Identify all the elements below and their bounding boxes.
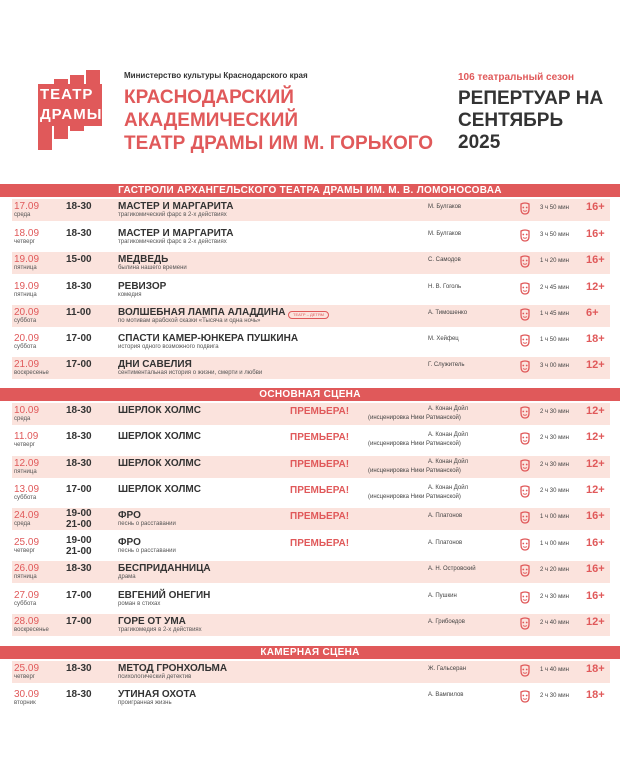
theatre-name (124, 86, 444, 155)
age-rating: 12+ (586, 431, 605, 443)
performance-title: ШЕРЛОК ХОЛМС (118, 484, 201, 495)
performance-subtitle: роман в стихах (118, 601, 161, 607)
age-rating: 18+ (586, 333, 605, 345)
performance-duration: 2 ч 30 мин (540, 435, 569, 441)
schedule-row[interactable] (12, 331, 610, 353)
kids-badge: ТЕАТР – ДЕТЯМ (288, 311, 329, 319)
theatre-mask-icon (518, 664, 532, 678)
performance-duration: 2 ч 30 мин (540, 462, 569, 468)
performance-time-2: 21-00 (66, 546, 92, 557)
age-rating: 16+ (586, 228, 605, 240)
theatre-mask-icon (518, 511, 532, 525)
schedule-row[interactable] (12, 535, 610, 557)
author-name: С. Самодов (428, 257, 461, 263)
performance-weekday: среда (14, 212, 31, 218)
performance-time (66, 616, 92, 627)
performance-title: МЕДВЕДЬ (118, 254, 169, 265)
performance-time-1: 18-30 (66, 201, 92, 212)
performance-weekday: воскресенье (14, 627, 49, 633)
performance-date: 20.09 (14, 333, 40, 344)
performance-time (66, 458, 92, 469)
performance-time (66, 333, 92, 344)
performance-duration: 1 ч 45 мин (540, 311, 569, 317)
premiere-label: ПРЕМЬЕРА! (290, 459, 350, 470)
age-rating: 18+ (586, 689, 605, 701)
performance-subtitle: трагикомический фарс в 2-х действиях (118, 239, 227, 245)
performance-time-1: 18-30 (66, 431, 92, 442)
schedule-row[interactable] (12, 508, 610, 530)
performance-title: БЕСПРИДАННИЦА (118, 563, 211, 574)
performance-time (66, 431, 92, 442)
theatre-mask-icon (518, 406, 532, 420)
author-name: А. Пушкин (428, 593, 457, 599)
author-name: А. Конан Дойл (428, 432, 469, 438)
age-rating: 12+ (586, 616, 605, 628)
age-rating: 12+ (586, 359, 605, 371)
performance-date: 28.09 (14, 616, 40, 627)
repertoire-title-line-1: РЕПЕРТУАР НА (458, 88, 604, 109)
performance-date: 11.09 (14, 431, 39, 442)
performance-time-1: 18-30 (66, 458, 92, 469)
theatre-mask-icon (518, 690, 532, 704)
performance-time (66, 307, 91, 318)
performance-subtitle: комедия (118, 292, 142, 298)
performance-duration: 2 ч 30 мин (540, 693, 569, 699)
schedule-row[interactable] (12, 305, 610, 327)
performance-duration: 2 ч 40 мин (540, 620, 569, 626)
performance-date: 12.09 (14, 458, 40, 469)
author-name: М. Булгаков (428, 231, 462, 237)
performance-duration: 2 ч 30 мин (540, 594, 569, 600)
page-header (0, 0, 620, 180)
theatre-mask-icon (518, 308, 532, 322)
performance-title: ГОРЕ ОТ УМА (118, 616, 186, 627)
age-rating: 16+ (586, 537, 605, 549)
schedule-row[interactable] (12, 429, 610, 451)
performance-title: ФРО (118, 510, 141, 521)
performance-date: 18.09 (14, 228, 40, 239)
schedule-row[interactable] (12, 687, 610, 709)
performance-title: ДНИ САВЕЛИЯ (118, 359, 192, 370)
performance-weekday: среда (14, 416, 31, 422)
schedule-row[interactable] (12, 403, 610, 425)
performance-duration: 2 ч 30 мин (540, 488, 569, 494)
repertoire-title-line-2: СЕНТЯБРЬ 2025 (458, 110, 564, 153)
performance-time-1: 18-30 (66, 228, 92, 239)
ministry-label: Министерство культуры Краснодарского края (124, 71, 308, 80)
performance-weekday: суббота (14, 495, 37, 501)
performance-date: 24.09 (14, 510, 40, 521)
performance-time (66, 359, 92, 370)
performance-title: СПАСТИ КАМЕР-ЮНКЕРА ПУШКИНА (118, 333, 299, 344)
performance-time (66, 689, 92, 700)
schedule-row[interactable] (12, 588, 610, 610)
logo-text-2: ДРАМЫ (40, 106, 103, 123)
adaptation-note: (инсценировка Ники Ратманской) (368, 441, 461, 447)
performance-time (66, 563, 92, 574)
author-name: А. Грибоедов (428, 619, 465, 625)
schedule-row[interactable] (12, 456, 610, 478)
author-name: Ж. Гальсеран (428, 666, 467, 672)
age-rating: 6+ (586, 307, 599, 319)
age-rating: 16+ (586, 201, 605, 213)
performance-title: РЕВИЗОР (118, 281, 167, 292)
author-name: А. Платонов (428, 513, 463, 519)
performance-time (66, 590, 92, 601)
theatre-name-line-2: ТЕАТР ДРАМЫ ИМ М. ГОРЬКОГО (124, 133, 434, 154)
author-name: А. Н. Островский (428, 566, 476, 572)
theatre-mask-icon (518, 485, 532, 499)
performance-title: ШЕРЛОК ХОЛМС (118, 431, 201, 442)
age-rating: 16+ (586, 510, 605, 522)
performance-weekday: пятница (14, 574, 37, 580)
performance-time-1: 11-00 (66, 307, 92, 318)
logo-text-1: ТЕАТР (40, 86, 94, 103)
section-title: КАМЕРНАЯ СЦЕНА (0, 646, 620, 659)
performance-duration: 2 ч 20 мин (540, 567, 569, 573)
performance-date: 19.09 (14, 281, 40, 292)
performance-time-1: 17-00 (66, 359, 92, 370)
performance-time (66, 663, 92, 674)
section-title: ГАСТРОЛИ АРХАНГЕЛЬСКОГО ТЕАТРА ДРАМЫ ИМ. М. В. ЛОМОНОСОВАА (0, 184, 620, 197)
performance-time-1: 19-00 (66, 508, 92, 519)
theatre-mask-icon (518, 459, 532, 473)
performance-weekday: пятница (14, 292, 37, 298)
performance-subtitle: песнь о расставании (118, 548, 176, 554)
performance-time-1: 18-30 (66, 405, 92, 416)
adaptation-note: (инсценировка Ники Ратманской) (368, 494, 461, 500)
performance-weekday: суббота (14, 601, 37, 607)
performance-subtitle: трагикомедия в 2-х действиях (118, 627, 202, 633)
age-rating: 12+ (586, 458, 605, 470)
performance-time-1: 17-00 (66, 484, 92, 495)
performance-weekday: суббота (14, 318, 37, 324)
performance-weekday: четверг (14, 442, 35, 448)
performance-subtitle: трагикомический фарс в 2-х действиях (118, 212, 227, 218)
performance-date: 27.09 (14, 590, 40, 601)
performance-time (66, 508, 92, 530)
performance-subtitle: история одного возможного подвига (118, 344, 219, 350)
schedule-row[interactable] (12, 357, 610, 379)
theatre-mask-icon (518, 591, 532, 605)
performance-title: ФРО (118, 537, 141, 548)
performance-title: МЕТОД ГРОНХОЛЬМА (118, 663, 228, 674)
performance-subtitle: драма (118, 574, 136, 580)
adaptation-note: (инсценировка Ники Ратманской) (368, 468, 461, 474)
performance-weekday: пятница (14, 265, 37, 271)
performance-subtitle: проигранная жизнь (118, 700, 172, 706)
schedule-row[interactable] (12, 279, 610, 301)
schedule-row[interactable] (12, 661, 610, 683)
performance-duration: 1 ч 40 мин (540, 667, 569, 673)
performance-weekday: вторник (14, 700, 36, 706)
performance-date: 21.09 (14, 359, 40, 370)
performance-time (66, 535, 92, 557)
performance-date: 25.09 (14, 537, 40, 548)
age-rating: 12+ (586, 281, 605, 293)
performance-duration: 1 ч 00 мин (540, 514, 569, 520)
performance-date: 13.09 (14, 484, 40, 495)
author-name: А. Вампилов (428, 692, 464, 698)
performance-time-1: 18-30 (66, 689, 92, 700)
performance-time-1: 17-00 (66, 333, 92, 344)
schedule-row[interactable] (12, 614, 610, 636)
age-rating: 16+ (586, 254, 605, 266)
premiere-label: ПРЕМЬЕРА! (290, 432, 350, 443)
performance-date: 10.09 (14, 405, 40, 416)
schedule-row[interactable] (12, 561, 610, 583)
performance-date: 26.09 (14, 563, 40, 574)
premiere-label: ПРЕМЬЕРА! (290, 538, 350, 549)
performance-title: ЕВГЕНИЙ ОНЕГИН (118, 590, 211, 601)
age-rating: 12+ (586, 484, 605, 496)
performance-time-2: 21-00 (66, 519, 92, 530)
performance-subtitle: психологический детектив (118, 674, 192, 680)
schedule-row[interactable] (12, 252, 610, 274)
performance-time-1: 17-00 (66, 616, 92, 627)
performance-title: МАСТЕР И МАРГАРИТА (118, 201, 234, 212)
performance-subtitle: по мотивам арабской сказки «Тысяча и одна ночь» (118, 318, 261, 324)
performance-subtitle: сентиментальная история о жизни, смерти и любви (118, 370, 263, 376)
schedule-row[interactable] (12, 482, 610, 504)
theatre-mask-icon (518, 538, 532, 552)
performance-duration: 2 ч 45 мин (540, 285, 569, 291)
author-name: А. Платонов (428, 540, 463, 546)
adaptation-note: (инсценировка Ники Ратманской) (368, 415, 461, 421)
performance-title: ВОЛШЕБНАЯ ЛАМПА АЛАДДИНА (118, 307, 286, 318)
performance-weekday: среда (14, 521, 31, 527)
performance-duration: 3 ч 50 мин (540, 232, 569, 238)
author-name: А. Конан Дойл (428, 459, 469, 465)
theatre-mask-icon (518, 255, 532, 269)
performance-time-1: 15-00 (66, 254, 92, 265)
theatre-mask-icon (518, 564, 532, 578)
performance-time-1: 18-30 (66, 281, 92, 292)
performance-title: МАСТЕР И МАРГАРИТА (118, 228, 234, 239)
performance-time-1: 18-30 (66, 563, 92, 574)
performance-duration: 1 ч 50 мин (540, 337, 569, 343)
performance-title: ШЕРЛОК ХОЛМС (118, 405, 201, 416)
performance-weekday: пятница (14, 469, 37, 475)
author-name: А. Конан Дойл (428, 406, 469, 412)
age-rating: 18+ (586, 663, 605, 675)
author-name: А. Конан Дойл (428, 485, 469, 491)
performance-time-1: 18-30 (66, 663, 92, 674)
author-name: А. Тимошенко (428, 310, 468, 316)
performance-weekday: четверг (14, 548, 35, 554)
theatre-mask-icon (518, 360, 532, 374)
performance-time-1: 19-00 (66, 535, 92, 546)
theatre-mask-icon (518, 334, 532, 348)
schedule-row[interactable] (12, 226, 610, 248)
performance-weekday: четверг (14, 239, 35, 245)
premiere-label: ПРЕМЬЕРА! (290, 511, 350, 522)
performance-date: 30.09 (14, 689, 40, 700)
performance-duration: 1 ч 00 мин (540, 541, 569, 547)
performance-subtitle: песнь о расставании (118, 521, 176, 527)
performance-subtitle: былина нашего времени (118, 265, 187, 271)
author-name: Н. В. Гоголь (428, 284, 462, 290)
performance-time (66, 281, 92, 292)
performance-weekday: четверг (14, 674, 35, 680)
theatre-name-line-1: КРАСНОДАРСКИЙ АКАДЕМИЧЕСКИЙ (124, 87, 299, 131)
theatre-mask-icon (518, 229, 532, 243)
performance-time (66, 405, 92, 416)
author-name: М. Булгаков (428, 204, 462, 210)
schedule-row[interactable] (12, 199, 610, 221)
repertoire-title (458, 88, 608, 154)
theatre-mask-icon (518, 282, 532, 296)
premiere-label: ПРЕМЬЕРА! (290, 406, 350, 417)
age-rating: 12+ (586, 405, 605, 417)
performance-date: 17.09 (14, 201, 40, 212)
performance-time (66, 201, 92, 212)
performance-date: 20.09 (14, 307, 40, 318)
author-name: М. Хейфец (428, 336, 459, 342)
premiere-label: ПРЕМЬЕРА! (290, 485, 350, 496)
performance-duration: 3 ч 00 мин (540, 363, 569, 369)
age-rating: 16+ (586, 590, 605, 602)
author-name: Г. Служитель (428, 362, 465, 368)
performance-time (66, 484, 92, 495)
theatre-mask-icon (518, 202, 532, 216)
performance-title: УТИНАЯ ОХОТА (118, 689, 197, 700)
theatre-mask-icon (518, 617, 532, 631)
age-rating: 16+ (586, 563, 605, 575)
performance-duration: 2 ч 30 мин (540, 409, 569, 415)
season-label: 106 театральный сезон (458, 72, 575, 83)
performance-time (66, 228, 92, 239)
performance-time (66, 254, 92, 265)
performance-duration: 3 ч 50 мин (540, 205, 569, 211)
section-title: ОСНОВНАЯ СЦЕНА (0, 388, 620, 401)
performance-date: 19.09 (14, 254, 40, 265)
theatre-mask-icon (518, 432, 532, 446)
theatre-logo (38, 70, 110, 150)
performance-weekday: суббота (14, 344, 37, 350)
performance-weekday: воскресенье (14, 370, 49, 376)
performance-date: 25.09 (14, 663, 40, 674)
performance-title: ШЕРЛОК ХОЛМС (118, 458, 201, 469)
performance-time-1: 17-00 (66, 590, 92, 601)
performance-duration: 1 ч 20 мин (540, 258, 569, 264)
